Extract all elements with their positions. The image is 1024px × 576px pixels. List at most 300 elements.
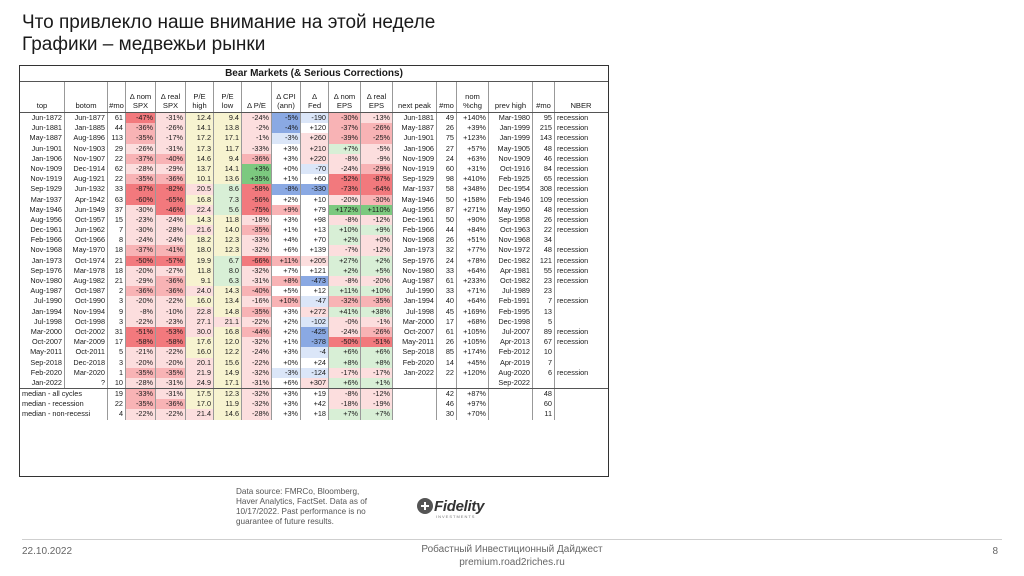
- cell-pe-high: 12.4: [185, 113, 213, 123]
- column-header-bottom-line: prev high: [494, 101, 527, 110]
- cell-nber: recession: [554, 215, 607, 225]
- column-header-bottom-line: EPS: [336, 101, 353, 110]
- cell-pe-low: 17.1: [213, 133, 241, 143]
- cell-prev-high: Dec-1998: [488, 317, 532, 327]
- cell-pe-low: 9.4: [213, 154, 241, 164]
- cell-real-eps: -17%: [360, 368, 392, 378]
- cell-top: Sep-1929: [30, 184, 62, 194]
- cell-next-peak: Sep-1929: [392, 174, 436, 184]
- cell-real-eps: -30%: [360, 195, 392, 205]
- cell-fed: -473: [300, 276, 328, 286]
- cell-botom: Oct-1987: [64, 286, 107, 296]
- cell-fed: +260: [300, 133, 328, 143]
- cell-months: 21: [107, 256, 125, 266]
- cell-nom-eps: -24%: [328, 164, 360, 174]
- cell-pe-high: 24.9: [185, 378, 213, 388]
- cell-months: 3: [107, 296, 125, 306]
- cell-botom: Dec-1914: [64, 164, 107, 174]
- cell-months: 37: [107, 205, 125, 215]
- cell-nber: recession: [554, 276, 607, 286]
- table-row: [20, 144, 608, 154]
- table-row: [20, 286, 608, 296]
- cell-pe-change: -75%: [241, 205, 271, 215]
- cell-prev-months: 26: [532, 215, 554, 225]
- cell-fed: -330: [300, 184, 328, 194]
- cell-nber: [554, 409, 607, 419]
- cell-pe-change: -32%: [241, 266, 271, 276]
- cell-pe-low: 14.8: [213, 307, 241, 317]
- cell-prev-months: 48: [532, 245, 554, 255]
- cell-nom-eps: -18%: [328, 399, 360, 409]
- cell-next-peak: [392, 409, 436, 419]
- cell-cpi: +10%: [271, 296, 300, 306]
- cell-months: 22: [107, 174, 125, 184]
- table-summary: [20, 388, 608, 420]
- cell-pe-low: 11.7: [213, 144, 241, 154]
- cell-pe-change: -35%: [241, 307, 271, 317]
- cell-nom-spx: -29%: [125, 276, 155, 286]
- cell-next-peak: Jun-1881: [392, 113, 436, 123]
- cell-nom-spx: -58%: [125, 337, 155, 347]
- cell-nber: recession: [554, 133, 607, 143]
- cell-prev-high: Apr-1981: [488, 266, 532, 276]
- cell-nom-spx: -22%: [125, 409, 155, 419]
- cell-pe-low: 12.3: [213, 245, 241, 255]
- cell-top: Jul-1998: [34, 316, 62, 326]
- cell-nom-chg: +105%: [456, 337, 488, 347]
- cell-next-months: 61: [436, 276, 456, 286]
- cell-pe-low: 14.6: [213, 409, 241, 419]
- cell-real-eps: -35%: [360, 296, 392, 306]
- cell-next-peak: May-1887: [392, 123, 436, 133]
- cell-nber: recession: [554, 225, 607, 235]
- table-body: [20, 113, 608, 388]
- column-header-top-line: Δ: [311, 92, 318, 101]
- cell-real-eps: -26%: [360, 327, 392, 337]
- cell-real-eps: +7%: [360, 409, 392, 419]
- cell-nber: recession: [554, 337, 607, 347]
- cell-cpi: +4%: [271, 235, 300, 245]
- cell-pe-high: 20.5: [185, 184, 213, 194]
- cell-next-peak: Jul-1998: [392, 307, 436, 317]
- cell-nom-chg: +97%: [456, 399, 488, 409]
- cell-prev-high: Jan-1999: [488, 133, 532, 143]
- cell-botom: Oct-1957: [64, 215, 107, 225]
- cell-months: 3: [107, 358, 125, 368]
- cell-pe-change: -32%: [241, 389, 271, 399]
- cell-next-peak: Feb-2020: [392, 358, 436, 368]
- cell-pe-high: 19.9: [185, 256, 213, 266]
- cell-cpi: +11%: [271, 256, 300, 266]
- column-header-bottom-line: SPX: [132, 101, 149, 110]
- cell-botom: Mar-1978: [64, 266, 107, 276]
- cell-prev-months: 6: [532, 368, 554, 378]
- cell-next-months: 22: [436, 368, 456, 378]
- cell-pe-change: -33%: [241, 235, 271, 245]
- cell-pe-low: 8.6: [213, 184, 241, 194]
- cell-pe-high: 14.6: [185, 154, 213, 164]
- cell-nom-spx: -50%: [125, 256, 155, 266]
- column-header-nom-eps: [328, 82, 360, 112]
- cell-pe-high: 17.2: [185, 133, 213, 143]
- cell-real-spx: -28%: [155, 225, 185, 235]
- footer-digest-name: Робастный Инвестиционный Дайджест: [421, 544, 603, 555]
- cell-cpi: +7%: [271, 266, 300, 276]
- column-header-real-eps: [360, 82, 392, 112]
- cell-prev-months: 308: [532, 184, 554, 194]
- cell-pe-low: 13.6: [213, 174, 241, 184]
- cell-botom: Oct-2011: [64, 347, 107, 357]
- cell-prev-high: Aug-2020: [488, 368, 532, 378]
- cell-months: 9: [107, 307, 125, 317]
- cell-nom-eps: -30%: [328, 113, 360, 123]
- cell-real-spx: -40%: [155, 154, 185, 164]
- cell-nber: [554, 358, 607, 368]
- cell-prev-high: Jan-1999: [488, 123, 532, 133]
- cell-months: 8: [107, 235, 125, 245]
- source-line: Haver Analytics, FactSet. Data as of: [236, 497, 368, 506]
- cell-real-eps: +2%: [360, 256, 392, 266]
- cell-cpi: +2%: [271, 195, 300, 205]
- cell-top: Aug-1956: [30, 214, 62, 224]
- cell-cpi: +3%: [271, 409, 300, 419]
- cell-next-peak: Sep-1976: [392, 256, 436, 266]
- footer-divider: [22, 539, 1002, 540]
- cell-months: 31: [107, 327, 125, 337]
- table-row: [20, 337, 608, 347]
- cell-nber: [554, 378, 607, 388]
- cell-real-eps: +10%: [360, 286, 392, 296]
- cell-months: 44: [107, 123, 125, 133]
- page-number: 8: [992, 546, 998, 557]
- cell-pe-change: +35%: [241, 174, 271, 184]
- cell-next-months: 33: [436, 266, 456, 276]
- cell-prev-months: 143: [532, 133, 554, 143]
- source-line: Data source: FMRCo, Bloomberg,: [236, 487, 360, 496]
- cell-months: 10: [107, 378, 125, 388]
- cell-real-spx: -53%: [155, 327, 185, 337]
- cell-top: Jan-1906: [31, 153, 62, 163]
- cell-pe-high: 16.0: [185, 296, 213, 306]
- table-row: [20, 215, 608, 225]
- column-header-botom: [64, 82, 107, 112]
- cell-top: Nov-1909: [30, 163, 62, 173]
- cell-nom-eps: -0%: [328, 317, 360, 327]
- table-row: [20, 245, 608, 255]
- cell-next-peak: Feb-1966: [392, 225, 436, 235]
- cell-fed: -378: [300, 337, 328, 347]
- column-header-top-line: Δ nom: [333, 92, 356, 101]
- cell-next-peak: [392, 399, 436, 409]
- cell-cpi: +6%: [271, 245, 300, 255]
- cell-top: Nov-1919: [30, 174, 62, 184]
- table-row: [20, 317, 608, 327]
- cell-next-months: 87: [436, 205, 456, 215]
- cell-real-spx: -22%: [155, 347, 185, 357]
- cell-nom-eps: -8%: [328, 276, 360, 286]
- cell-cpi: -5%: [271, 113, 300, 123]
- table-row: [20, 256, 608, 266]
- cell-pe-high: 16.0: [185, 347, 213, 357]
- cell-next-peak: Jan-1994: [392, 296, 436, 306]
- cell-cpi: +3%: [271, 399, 300, 409]
- cell-top: Jul-1990: [34, 296, 62, 306]
- cell-prev-months: 55: [532, 266, 554, 276]
- cell-real-spx: -46%: [155, 205, 185, 215]
- cell-prev-months: 95: [532, 113, 554, 123]
- table-row: [20, 235, 608, 245]
- cell-nom-chg: +233%: [456, 276, 488, 286]
- cell-next-peak: Jun-1901: [392, 133, 436, 143]
- cell-next-peak: Mar-2000: [392, 317, 436, 327]
- cell-prev-months: 84: [532, 164, 554, 174]
- cell-months: 1: [107, 368, 125, 378]
- cell-fed: +60: [300, 174, 328, 184]
- cell-botom: Oct-1974: [64, 256, 107, 266]
- cell-pe-low: 15.6: [213, 358, 241, 368]
- cell-prev-high: Feb-1991: [488, 296, 532, 306]
- cell-top: median - recession: [22, 399, 84, 409]
- cell-months: 5: [107, 347, 125, 357]
- cell-next-months: 32: [436, 245, 456, 255]
- cell-nom-spx: -37%: [125, 154, 155, 164]
- cell-prev-months: 11: [532, 409, 554, 419]
- cell-pe-change: -40%: [241, 286, 271, 296]
- cell-pe-low: 13.8: [213, 123, 241, 133]
- cell-nom-spx: -20%: [125, 266, 155, 276]
- table-row: [20, 276, 608, 286]
- cell-nber: recession: [554, 144, 607, 154]
- cell-prev-months: 10: [532, 347, 554, 357]
- column-header-bottom-line: SPX: [162, 101, 179, 110]
- table-row: [20, 195, 608, 205]
- cell-top: May-1887: [29, 133, 62, 143]
- cell-next-months: 44: [436, 225, 456, 235]
- cell-botom: Mar-2020: [64, 368, 107, 378]
- cell-next-months: 50: [436, 215, 456, 225]
- cell-next-peak: [392, 378, 436, 388]
- cell-next-peak: Jan-1973: [392, 245, 436, 255]
- column-header-pe-high: [185, 82, 213, 112]
- column-header-bottom-line: #mo: [109, 101, 124, 110]
- cell-next-months: 24: [436, 256, 456, 266]
- cell-prev-months: 22: [532, 225, 554, 235]
- cell-nom-chg: +39%: [456, 123, 488, 133]
- cell-next-peak: Mar-1937: [392, 184, 436, 194]
- cell-prev-months: 46: [532, 154, 554, 164]
- column-header-pe-low: [213, 82, 241, 112]
- cell-pe-low: 9.4: [213, 113, 241, 123]
- cell-pe-change: -18%: [241, 215, 271, 225]
- data-source-note: [236, 487, 396, 527]
- cell-next-months: 33: [436, 286, 456, 296]
- cell-fed: +24: [300, 358, 328, 368]
- cell-pe-change: -58%: [241, 184, 271, 194]
- cell-fed: +205: [300, 256, 328, 266]
- cell-prev-months: 60: [532, 399, 554, 409]
- cell-pe-low: 14.3: [213, 286, 241, 296]
- cell-fed: -124: [300, 368, 328, 378]
- cell-prev-months: 89: [532, 327, 554, 337]
- cell-next-peak: Nov-1968: [392, 235, 436, 245]
- cell-pe-low: 12.2: [213, 347, 241, 357]
- fidelity-logo: [416, 497, 485, 519]
- cell-months: 63: [107, 195, 125, 205]
- cell-nom-chg: +68%: [456, 317, 488, 327]
- column-header-bottom-line: top: [36, 101, 48, 110]
- column-header-bottom-line: Δ P/E: [246, 101, 266, 110]
- cell-months: 18: [107, 245, 125, 255]
- cell-nom-spx: -60%: [125, 195, 155, 205]
- cell-fed: +220: [300, 154, 328, 164]
- cell-nber: recession: [554, 184, 607, 194]
- cell-pe-low: 14.9: [213, 368, 241, 378]
- cell-nom-eps: -8%: [328, 389, 360, 399]
- column-header-bottom-line: Fed: [307, 101, 322, 110]
- cell-real-eps: -87%: [360, 174, 392, 184]
- cell-prev-high: [488, 399, 532, 409]
- cell-cpi: +3%: [271, 389, 300, 399]
- cell-real-spx: -27%: [155, 266, 185, 276]
- cell-real-eps: -5%: [360, 144, 392, 154]
- cell-nber: recession: [554, 327, 607, 337]
- cell-nom-eps: -8%: [328, 215, 360, 225]
- table-heading: Bear Markets (& Serious Corrections): [20, 66, 608, 82]
- cell-next-months: 98: [436, 174, 456, 184]
- cell-top: Jan-1994: [31, 306, 62, 316]
- cell-prev-months: 48: [532, 144, 554, 154]
- column-header-prev-high: [488, 82, 532, 112]
- cell-months: 4: [107, 409, 125, 419]
- cell-nom-spx: -35%: [125, 133, 155, 143]
- cell-prev-high: Apr-2019: [488, 358, 532, 368]
- cell-prev-high: Jul-1989: [488, 286, 532, 296]
- cell-prev-high: Sep-2022: [488, 378, 532, 388]
- cell-real-spx: -29%: [155, 164, 185, 174]
- cell-pe-high: 20.1: [185, 358, 213, 368]
- cell-pe-change: -56%: [241, 195, 271, 205]
- summary-row: [20, 388, 608, 399]
- cell-fed: +120: [300, 123, 328, 133]
- table-row: [20, 174, 608, 184]
- column-header-nom-chg: [456, 82, 488, 112]
- cell-fed: +121: [300, 266, 328, 276]
- cell-next-peak: Nov-1980: [392, 266, 436, 276]
- cell-prev-high: Sep-1958: [488, 215, 532, 225]
- cell-nom-spx: -28%: [125, 378, 155, 388]
- cell-prev-high: Nov-1909: [488, 154, 532, 164]
- cell-pe-low: 14.0: [213, 225, 241, 235]
- cell-real-spx: -58%: [155, 337, 185, 347]
- column-header-bottom-line: high: [192, 101, 207, 110]
- fidelity-mark-icon: [416, 497, 434, 515]
- cell-pe-high: 14.1: [185, 123, 213, 133]
- cell-nom-chg: +90%: [456, 215, 488, 225]
- cell-prev-months: 109: [532, 195, 554, 205]
- cell-nom-eps: +27%: [328, 256, 360, 266]
- column-header-top-line: Δ CPI: [276, 92, 296, 101]
- cell-pe-high: 17.6: [185, 337, 213, 347]
- cell-nom-spx: -26%: [125, 144, 155, 154]
- cell-real-eps: -51%: [360, 337, 392, 347]
- cell-top: Dec-1961: [30, 225, 62, 235]
- cell-real-spx: -41%: [155, 245, 185, 255]
- cell-pe-low: 12.3: [213, 235, 241, 245]
- footer-site: premium.road2riches.ru: [459, 557, 565, 568]
- cell-nber: recession: [554, 174, 607, 184]
- cell-real-spx: -31%: [155, 113, 185, 123]
- cell-pe-change: -32%: [241, 399, 271, 409]
- cell-cpi: +3%: [271, 154, 300, 164]
- cell-real-eps: -12%: [360, 245, 392, 255]
- cell-pe-low: 13.4: [213, 296, 241, 306]
- cell-nom-eps: +6%: [328, 347, 360, 357]
- column-header-bottom-line: EPS: [368, 101, 385, 110]
- cell-nom-chg: +174%: [456, 347, 488, 357]
- cell-pe-high: 9.1: [185, 276, 213, 286]
- cell-nom-spx: -35%: [125, 399, 155, 409]
- column-header-nber: [554, 82, 607, 112]
- cell-next-months: 26: [436, 123, 456, 133]
- cell-next-peak: Nov-1919: [392, 164, 436, 174]
- cell-pe-low: 11.9: [213, 399, 241, 409]
- cell-botom: Mar-2009: [64, 337, 107, 347]
- cell-pe-high: 21.9: [185, 368, 213, 378]
- cell-nom-eps: -37%: [328, 123, 360, 133]
- cell-botom: Apr-1942: [64, 195, 107, 205]
- table-row: [20, 327, 608, 337]
- cell-pe-high: 18.2: [185, 235, 213, 245]
- cell-nom-spx: -23%: [125, 215, 155, 225]
- footer-date: 22.10.2022: [22, 546, 73, 557]
- cell-botom: Jan-1885: [64, 123, 107, 133]
- cell-cpi: +2%: [271, 317, 300, 327]
- cell-months: 17: [107, 337, 125, 347]
- cell-prev-months: 5: [532, 317, 554, 327]
- cell-months: 113: [107, 133, 125, 143]
- cell-nom-eps: -17%: [328, 368, 360, 378]
- cell-cpi: +3%: [271, 307, 300, 317]
- cell-cpi: +1%: [271, 174, 300, 184]
- cell-next-peak: Aug-1987: [392, 276, 436, 286]
- cell-real-eps: +5%: [360, 266, 392, 276]
- cell-fed: -425: [300, 327, 328, 337]
- cell-top: May-2011: [30, 347, 62, 357]
- cell-pe-low: 12.3: [213, 389, 241, 399]
- cell-real-spx: -57%: [155, 256, 185, 266]
- cell-top: Nov-1968: [30, 245, 62, 255]
- cell-real-spx: -22%: [155, 409, 185, 419]
- cell-next-peak: Nov-1909: [392, 154, 436, 164]
- cell-nom-chg: +64%: [456, 296, 488, 306]
- cell-nom-eps: -7%: [328, 245, 360, 255]
- cell-nom-eps: +11%: [328, 286, 360, 296]
- cell-next-months: 50: [436, 195, 456, 205]
- cell-nom-chg: +63%: [456, 154, 488, 164]
- slide-title: [22, 12, 435, 56]
- cell-nom-eps: +2%: [328, 235, 360, 245]
- cell-botom: Aug-1982: [64, 276, 107, 286]
- cell-prev-high: Oct-1982: [488, 276, 532, 286]
- cell-botom: May-1970: [64, 245, 107, 255]
- cell-botom: Nov-1907: [64, 154, 107, 164]
- cell-prev-high: Oct-1916: [488, 164, 532, 174]
- cell-pe-low: 12.0: [213, 337, 241, 347]
- cell-nom-spx: -8%: [125, 307, 155, 317]
- cell-pe-high: 17.0: [185, 399, 213, 409]
- column-header-top: [20, 82, 64, 112]
- cell-prev-high: May-1905: [488, 144, 532, 154]
